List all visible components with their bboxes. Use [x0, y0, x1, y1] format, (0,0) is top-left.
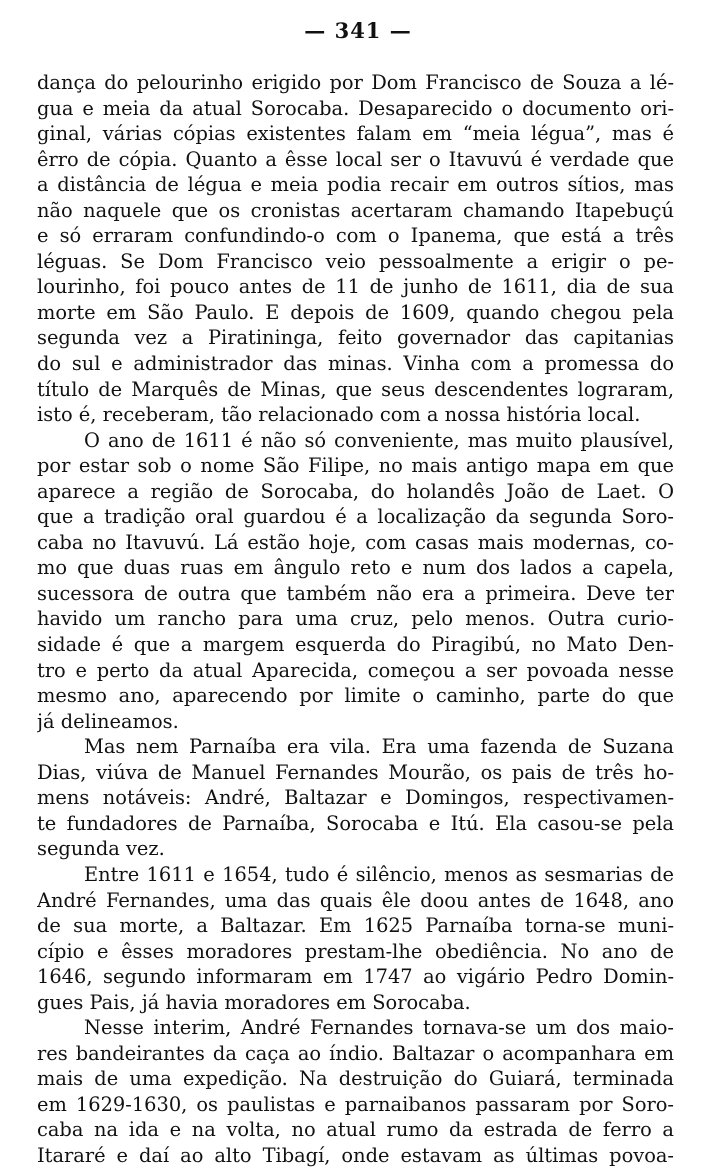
text-line: sucessora de outra que também não era a primeira. Deve ter: [37, 581, 674, 605]
text-line: léguas. Se Dom Francisco veio pessoalmente a erigir o pe-: [37, 249, 674, 273]
text-line: cípio e êsses moradores prestam-lhe obediência. No ano de: [37, 939, 674, 963]
text-line: êrro de cópia. Quanto a êsse local ser o Itavuvú é verdade que: [37, 147, 674, 171]
text-line: caba na ida e na volta, no atual rumo da estrada de ferro a: [37, 1118, 674, 1142]
text-line: mais de uma expedição. Na destruição do Guiará, terminada: [37, 1067, 674, 1091]
text-line: Itararé e daí ao alto Tibagí, onde estavam as últimas povoa-: [37, 1143, 674, 1167]
text-line: te fundadores de Parnaíba, Sorocaba e Itú. Ela casou-se pela: [37, 811, 674, 835]
text-line: aparece a região de Sorocaba, do holandês João de Laet. O: [37, 479, 674, 503]
text-line: 1646, segundo informaram em 1747 ao vigário Pedro Domin-: [37, 965, 674, 989]
body-text: [37, 70, 674, 1169]
text-line: Mas nem Parnaíba era vila. Era uma fazenda de Suzana: [84, 735, 674, 759]
text-line: Dias, viúva de Manuel Fernandes Mourão, os pais de três ho-: [37, 760, 674, 784]
text-line: Entre 1611 e 1654, tudo é silêncio, menos as sesmarias de: [84, 862, 674, 886]
text-line: caba no Itavuvú. Lá estão hoje, com casas mais modernas, co-: [37, 530, 674, 554]
text-line: não naquele que os cronistas acertaram chamando Itapebuçú: [37, 198, 674, 222]
text-line: havido um rancho para uma cruz, pelo menos. Outra curio-: [37, 607, 674, 631]
text-line: sidade é que a margem esquerda do Piragibú, no Mato Den-: [37, 633, 674, 657]
text-line: res bandeirantes da caça ao índio. Baltazar o acompanhara em: [37, 1041, 674, 1065]
text-line: gues Pais, já havia moradores em Sorocaba.: [37, 990, 471, 1014]
text-line: de sua morte, a Baltazar. Em 1625 Parnaíba torna-se muni-: [37, 914, 674, 938]
text-line: título de Marquês de Minas, que seus descendentes lograram,: [37, 377, 674, 401]
text-line: isto é, receberam, tão relacionado com a nossa história local.: [37, 403, 641, 427]
text-line: gua e meia da atual Sorocaba. Desaparecido o documento ori-: [37, 96, 674, 120]
text-line: já delineamos.: [37, 709, 179, 733]
text-line: que a tradição oral guardou é a localização da segunda Soro-: [37, 505, 674, 529]
text-line: mo que duas ruas em ângulo reto e num dos lados a capela,: [37, 556, 674, 580]
text-line: segunda vez a Piratininga, feito governador das capitanias: [37, 326, 674, 350]
text-line: O ano de 1611 é não só conveniente, mas muito plausível,: [84, 428, 674, 452]
page-number: — 341 —: [304, 18, 412, 43]
text-line: tro e perto da atual Aparecida, começou a ser povoada nesse: [37, 658, 674, 682]
text-line: segunda vez.: [37, 837, 165, 861]
text-line: mens notáveis: André, Baltazar e Domingos, respectivamen-: [37, 786, 674, 810]
text-line: ginal, várias cópias existentes falam em “meia légua”, mas é: [37, 122, 674, 146]
text-line: a distância de légua e meia podia recair em outros sítios, mas: [37, 173, 674, 197]
text-line: mesmo ano, aparecendo por limite o caminho, parte do que: [37, 684, 674, 708]
text-line: morte em São Paulo. E depois de 1609, quando chegou pela: [37, 300, 674, 324]
text-line: e só erraram confundindo-o com o Ipanema, que está a três: [37, 224, 674, 248]
text-line: em 1629-1630, os paulistas e parnaibanos passaram por Soro-: [37, 1092, 674, 1116]
text-line: do sul e administrador das minas. Vinha com a promessa do: [37, 352, 674, 376]
text-line: André Fernandes, uma das quais êle doou antes de 1648, ano: [37, 888, 674, 912]
text-line: por estar sob o nome São Filipe, no mais antigo mapa em que: [37, 454, 674, 478]
text-line: Nesse interim, André Fernandes tornava-se um dos maio-: [84, 1016, 674, 1040]
text-line: dança do pelourinho erigido por Dom Francisco de Souza a lé-: [37, 71, 674, 94]
text-line: lourinho, foi pouco antes de 11 de junho de 1611, dia de sua: [37, 275, 674, 299]
